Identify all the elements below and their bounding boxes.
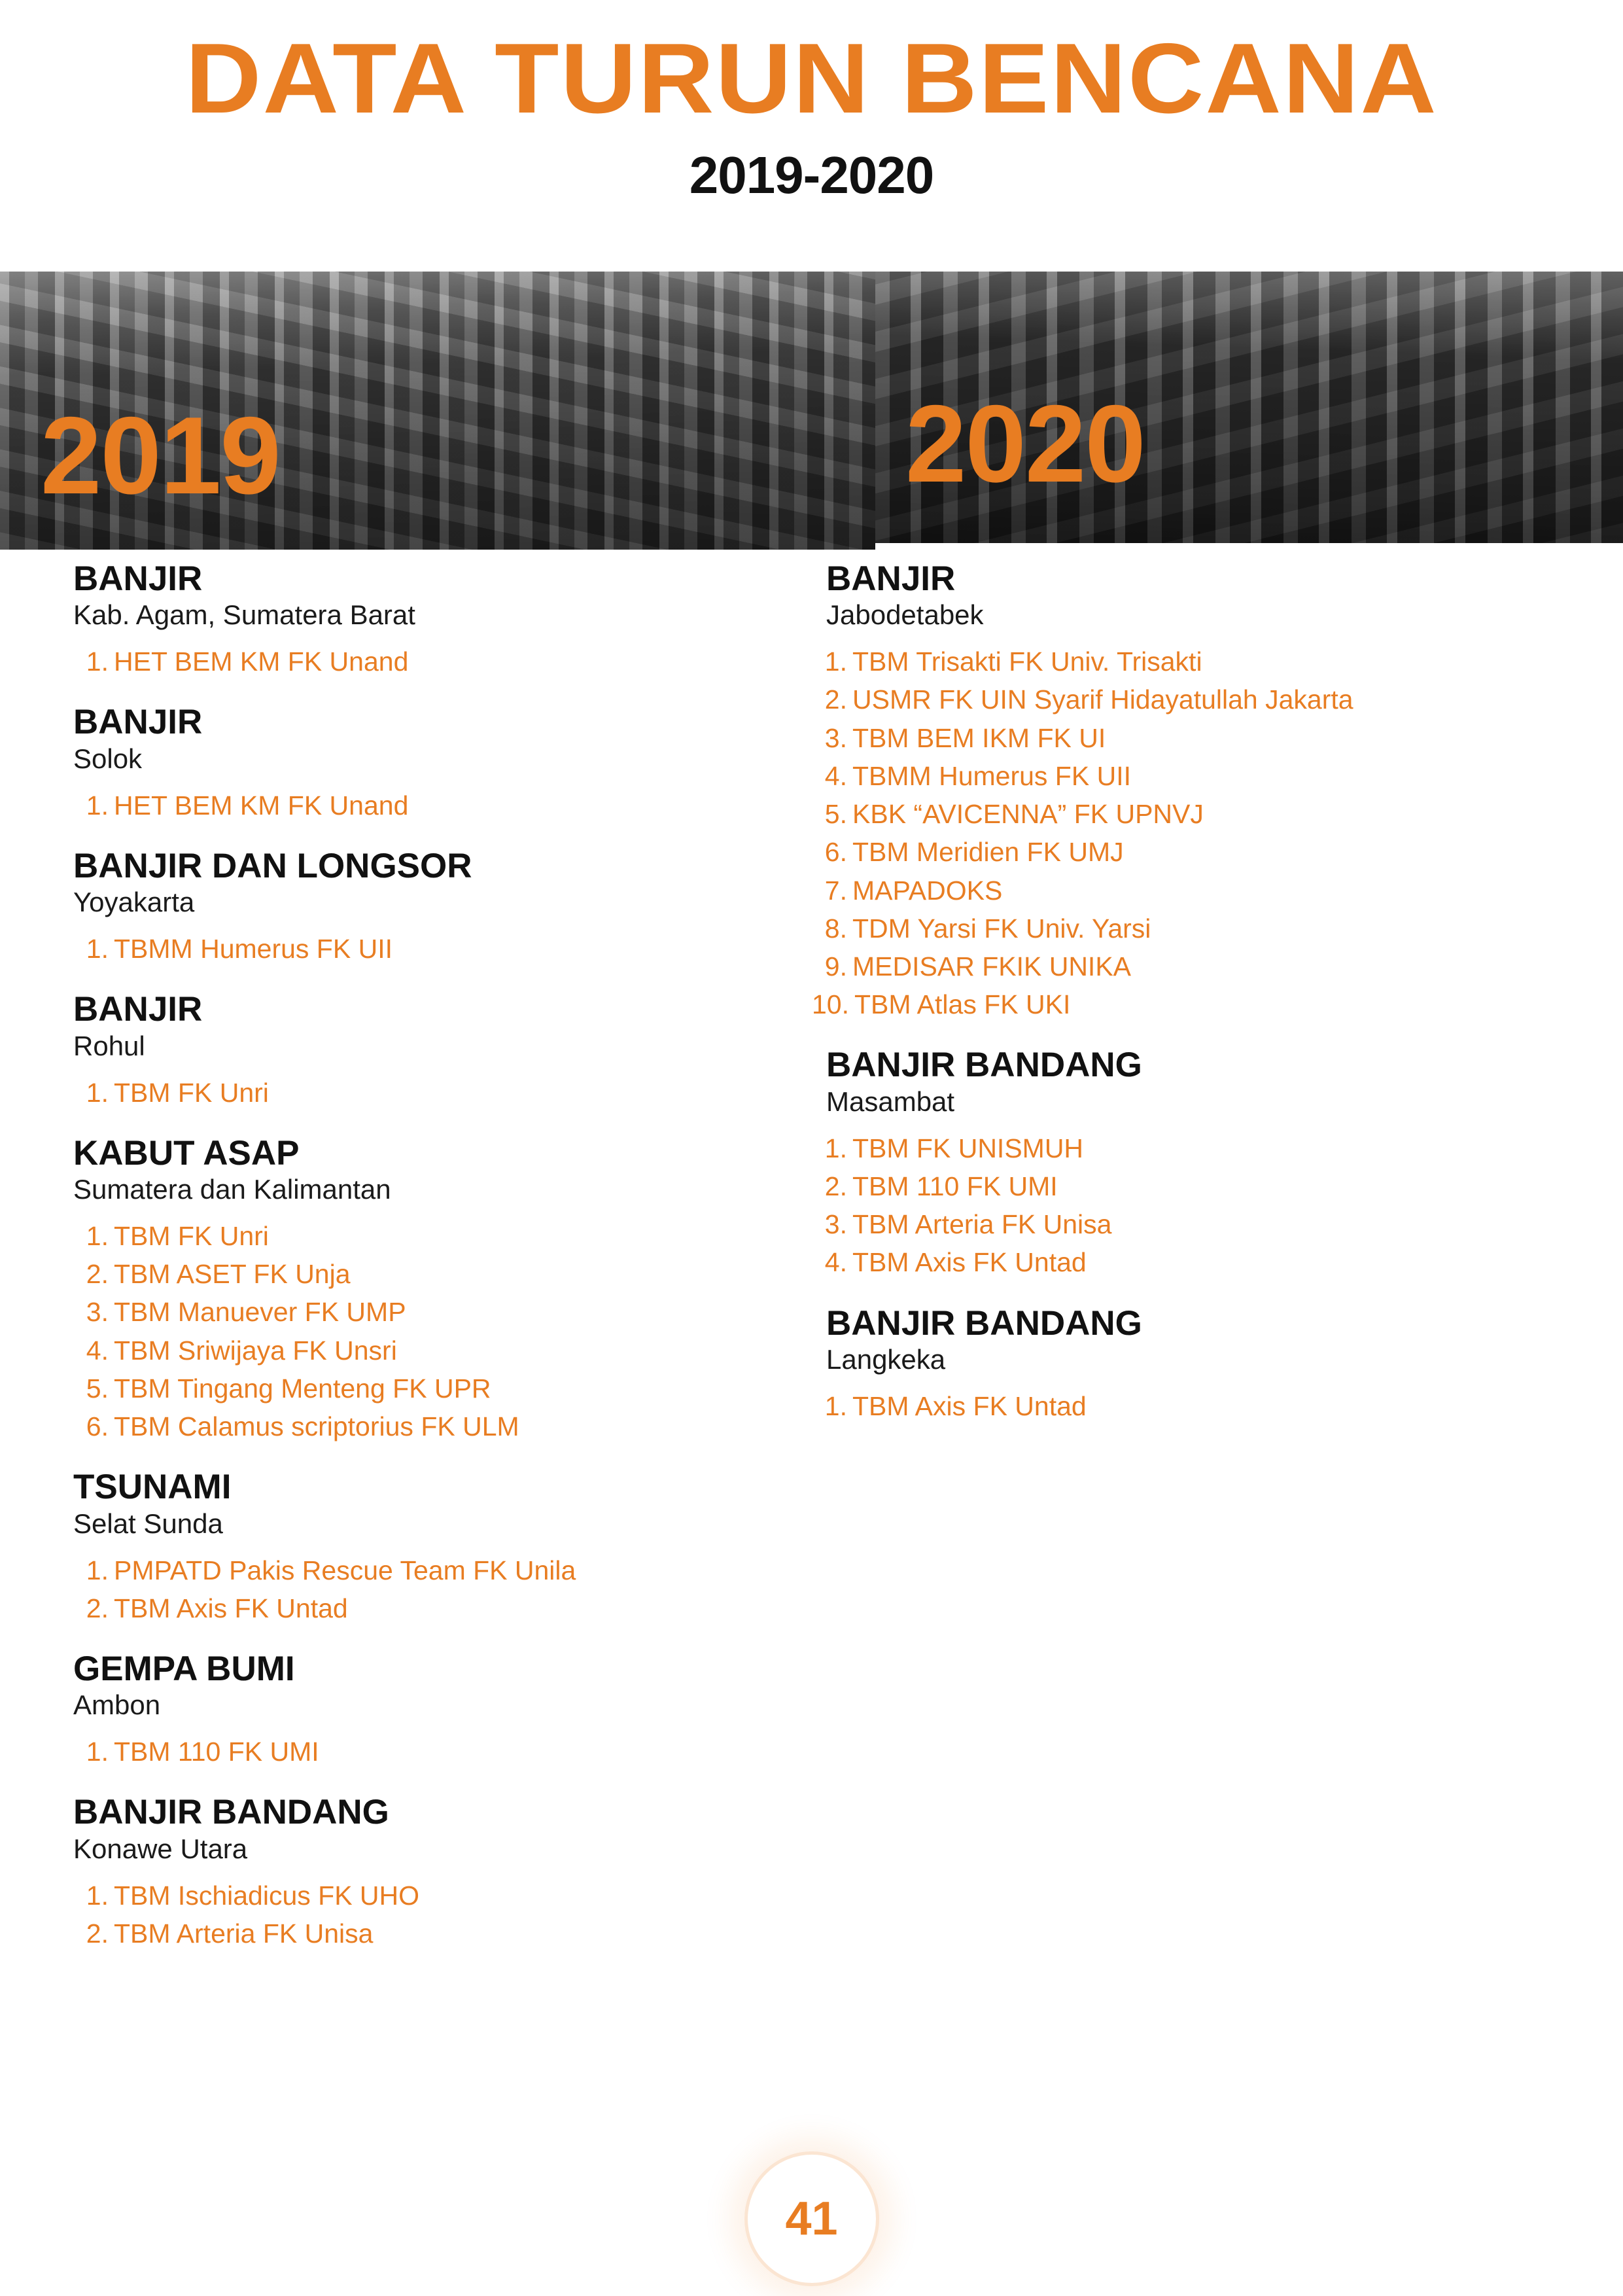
team-name: TDM Yarsi FK Univ. Yarsi xyxy=(852,913,1151,944)
team-list-number: 5. xyxy=(86,1373,109,1404)
disaster-entry-header xyxy=(73,703,785,774)
team-list-number: 4. xyxy=(86,1335,109,1366)
team-name: MAPADOKS xyxy=(852,875,1003,906)
team-list-number: 9. xyxy=(824,951,847,981)
team-list-number: 1. xyxy=(824,646,847,677)
team-list-item xyxy=(73,1255,785,1293)
disaster-name: BANJIR xyxy=(73,559,203,598)
team-list-number: 2. xyxy=(824,684,847,715)
team-list-number: 6. xyxy=(86,1411,109,1442)
team-list-number: 10. xyxy=(812,989,849,1020)
disaster-location: Langkeka xyxy=(826,1343,946,1375)
disaster-entry-header xyxy=(73,990,785,1061)
team-name: TBM FK UNISMUH xyxy=(852,1133,1084,1163)
team-list xyxy=(812,1387,1597,1425)
team-list xyxy=(812,643,1597,1023)
team-name: TBM 110 FK UMI xyxy=(114,1737,319,1767)
disaster-name: TSUNAMI xyxy=(73,1468,232,1507)
year-label-2019: 2019 xyxy=(41,394,280,517)
column-2020 xyxy=(811,559,1623,1975)
team-name: TBM Tingang Menteng FK UPR xyxy=(114,1373,491,1404)
team-list xyxy=(73,1217,785,1445)
disaster-location: Ambon xyxy=(73,1689,161,1721)
team-list-item xyxy=(812,757,1597,795)
team-name: TBM Calamus scriptorius FK ULM xyxy=(114,1411,519,1442)
team-list-number: 1. xyxy=(86,790,109,821)
team-list-number: 1. xyxy=(824,1133,847,1163)
team-name: TBM Meridien FK UMJ xyxy=(852,837,1124,868)
team-list-number: 8. xyxy=(824,913,847,944)
disaster-entry xyxy=(73,703,785,824)
team-list-item xyxy=(812,833,1597,871)
team-list-number: 1. xyxy=(824,1390,847,1421)
disaster-entry-header xyxy=(73,1134,785,1205)
team-name: TBM Atlas FK UKI xyxy=(854,989,1071,1020)
team-name: HET BEM KM FK Unand xyxy=(114,646,409,677)
team-list xyxy=(812,1129,1597,1282)
team-list-item xyxy=(812,1167,1597,1205)
team-name: TBMM Humerus FK UII xyxy=(852,760,1131,791)
banner-strip xyxy=(0,272,1623,550)
disaster-entry xyxy=(73,1793,785,1952)
disaster-entry xyxy=(73,1650,785,1771)
team-list-number: 2. xyxy=(86,1259,109,1290)
disaster-entry-header xyxy=(73,847,785,918)
team-list-item xyxy=(73,1332,785,1369)
disaster-entry xyxy=(73,847,785,968)
team-list-number: 2. xyxy=(86,1593,109,1623)
disaster-entry xyxy=(73,1468,785,1627)
disaster-location: Jabodetabek xyxy=(826,599,984,631)
disaster-location: Masambat xyxy=(826,1086,955,1117)
team-name: PMPATD Pakis Rescue Team FK Unila xyxy=(114,1555,576,1585)
team-list-number: 1. xyxy=(86,1737,109,1767)
team-list-item xyxy=(73,1915,785,1952)
team-list-item xyxy=(73,1589,785,1627)
team-list-item xyxy=(812,1205,1597,1243)
disaster-location: Kab. Agam, Sumatera Barat xyxy=(73,599,415,631)
team-list-number: 6. xyxy=(824,837,847,868)
team-list-number: 2. xyxy=(824,1171,847,1201)
team-list-number: 1. xyxy=(86,1077,109,1108)
disaster-entry xyxy=(812,559,1597,1023)
disaster-location: Konawe Utara xyxy=(73,1833,248,1864)
disaster-name: BANJIR BANDANG xyxy=(826,1046,1142,1085)
team-list-number: 1. xyxy=(86,1221,109,1252)
content-columns xyxy=(0,559,1623,1975)
team-name: TBM Axis FK Untad xyxy=(852,1390,1087,1421)
team-list-item xyxy=(73,786,785,824)
team-list-number: 4. xyxy=(824,1247,847,1278)
disaster-name: BANJIR xyxy=(826,559,956,598)
team-list-item xyxy=(73,1877,785,1915)
page-number-badge: 41 xyxy=(744,2151,879,2286)
team-list-item xyxy=(812,985,1597,1023)
team-list-number: 1. xyxy=(86,934,109,964)
team-list-number: 4. xyxy=(824,760,847,791)
disaster-name: BANJIR DAN LONGSOR xyxy=(73,846,472,885)
team-list xyxy=(73,930,785,968)
team-list-number: 1. xyxy=(86,646,109,677)
team-list-item xyxy=(73,1369,785,1407)
disaster-entry xyxy=(73,1134,785,1446)
disaster-location: Sumatera dan Kalimantan xyxy=(73,1174,391,1205)
team-list xyxy=(73,786,785,824)
team-name: TBM Arteria FK Unisa xyxy=(114,1918,374,1949)
team-list-number: 2. xyxy=(86,1918,109,1949)
team-name: TBM Axis FK Untad xyxy=(852,1247,1087,1278)
year-label-2020: 2020 xyxy=(905,382,1145,505)
team-list-number: 1. xyxy=(86,1555,109,1585)
team-list xyxy=(73,1551,785,1627)
disaster-entry-header xyxy=(826,559,1597,631)
team-list xyxy=(73,1733,785,1771)
team-name: TBM FK Unri xyxy=(114,1221,269,1252)
disaster-entry xyxy=(812,1046,1597,1281)
disaster-entry-header xyxy=(826,1046,1597,1117)
team-name: TBM ASET FK Unja xyxy=(114,1259,351,1290)
banner-image-2020 xyxy=(875,272,1623,543)
team-list-item xyxy=(73,1551,785,1589)
team-list-item xyxy=(73,930,785,968)
team-list-number: 5. xyxy=(824,799,847,830)
column-2019 xyxy=(0,559,811,1975)
disaster-location: Selat Sunda xyxy=(73,1508,223,1539)
team-list xyxy=(73,1877,785,1952)
disaster-name: BANJIR BANDANG xyxy=(73,1793,389,1832)
team-list-number: 3. xyxy=(86,1297,109,1328)
team-name: KBK “AVICENNA” FK UPNVJ xyxy=(852,799,1204,830)
disaster-name: GEMPA BUMI xyxy=(73,1650,295,1689)
disaster-name: BANJIR xyxy=(73,703,203,742)
team-list-number: 3. xyxy=(824,1209,847,1240)
team-list-item xyxy=(73,1407,785,1445)
disaster-entry-header xyxy=(73,1650,785,1721)
page-subtitle: 2019-2020 xyxy=(689,146,934,204)
disaster-entry xyxy=(73,559,785,680)
team-list-item xyxy=(812,643,1597,680)
team-list-item xyxy=(812,947,1597,985)
disaster-entry-header xyxy=(73,1468,785,1539)
team-list-item xyxy=(812,1129,1597,1167)
team-list-item xyxy=(73,643,785,680)
team-name: USMR FK UIN Syarif Hidayatullah Jakarta xyxy=(852,684,1353,715)
banner-image-2019 xyxy=(0,272,875,550)
team-list-number: 3. xyxy=(824,722,847,753)
disaster-location: Yoyakarta xyxy=(73,887,195,918)
team-name: TBM Sriwijaya FK Unsri xyxy=(114,1335,397,1366)
team-list-item xyxy=(812,680,1597,718)
team-name: TBM 110 FK UMI xyxy=(852,1171,1058,1201)
team-name: TBM Trisakti FK Univ. Trisakti xyxy=(852,646,1202,677)
team-list-number: 7. xyxy=(824,875,847,906)
team-list-item xyxy=(73,1217,785,1255)
disaster-name: BANJIR xyxy=(73,990,203,1029)
team-name: TBM FK Unri xyxy=(114,1077,269,1108)
team-list xyxy=(73,1074,785,1112)
team-name: TBM Axis FK Untad xyxy=(114,1593,348,1623)
team-list xyxy=(73,643,785,680)
team-list-item xyxy=(812,1387,1597,1425)
disaster-entry-header xyxy=(73,559,785,631)
disaster-entry-header xyxy=(826,1304,1597,1375)
disaster-entry xyxy=(73,990,785,1111)
team-name: TBM BEM IKM FK UI xyxy=(852,722,1106,753)
team-name: TBMM Humerus FK UII xyxy=(114,934,393,964)
disaster-entry xyxy=(812,1304,1597,1425)
team-list-item xyxy=(812,910,1597,947)
team-name: TBM Ischiadicus FK UHO xyxy=(114,1880,420,1911)
team-list-item xyxy=(73,1733,785,1771)
page-title: DATA TURUN BENCANA xyxy=(185,23,1438,134)
team-list-item xyxy=(812,719,1597,757)
disaster-name: BANJIR BANDANG xyxy=(826,1303,1142,1343)
team-list-item xyxy=(73,1074,785,1112)
team-list-item xyxy=(812,1243,1597,1281)
team-list-item xyxy=(812,795,1597,833)
team-name: HET BEM KM FK Unand xyxy=(114,790,409,821)
disaster-location: Rohul xyxy=(73,1030,145,1061)
team-name: TBM Arteria FK Unisa xyxy=(852,1209,1112,1240)
disaster-location: Solok xyxy=(73,743,143,774)
team-name: TBM Manuever FK UMP xyxy=(114,1297,406,1328)
page-header xyxy=(0,0,1623,202)
disaster-entry-header xyxy=(73,1793,785,1864)
disaster-name: KABUT ASAP xyxy=(73,1133,300,1173)
team-list-item xyxy=(812,872,1597,910)
team-name: MEDISAR FKIK UNIKA xyxy=(852,951,1132,981)
team-list-number: 1. xyxy=(86,1880,109,1911)
team-list-item xyxy=(73,1293,785,1331)
